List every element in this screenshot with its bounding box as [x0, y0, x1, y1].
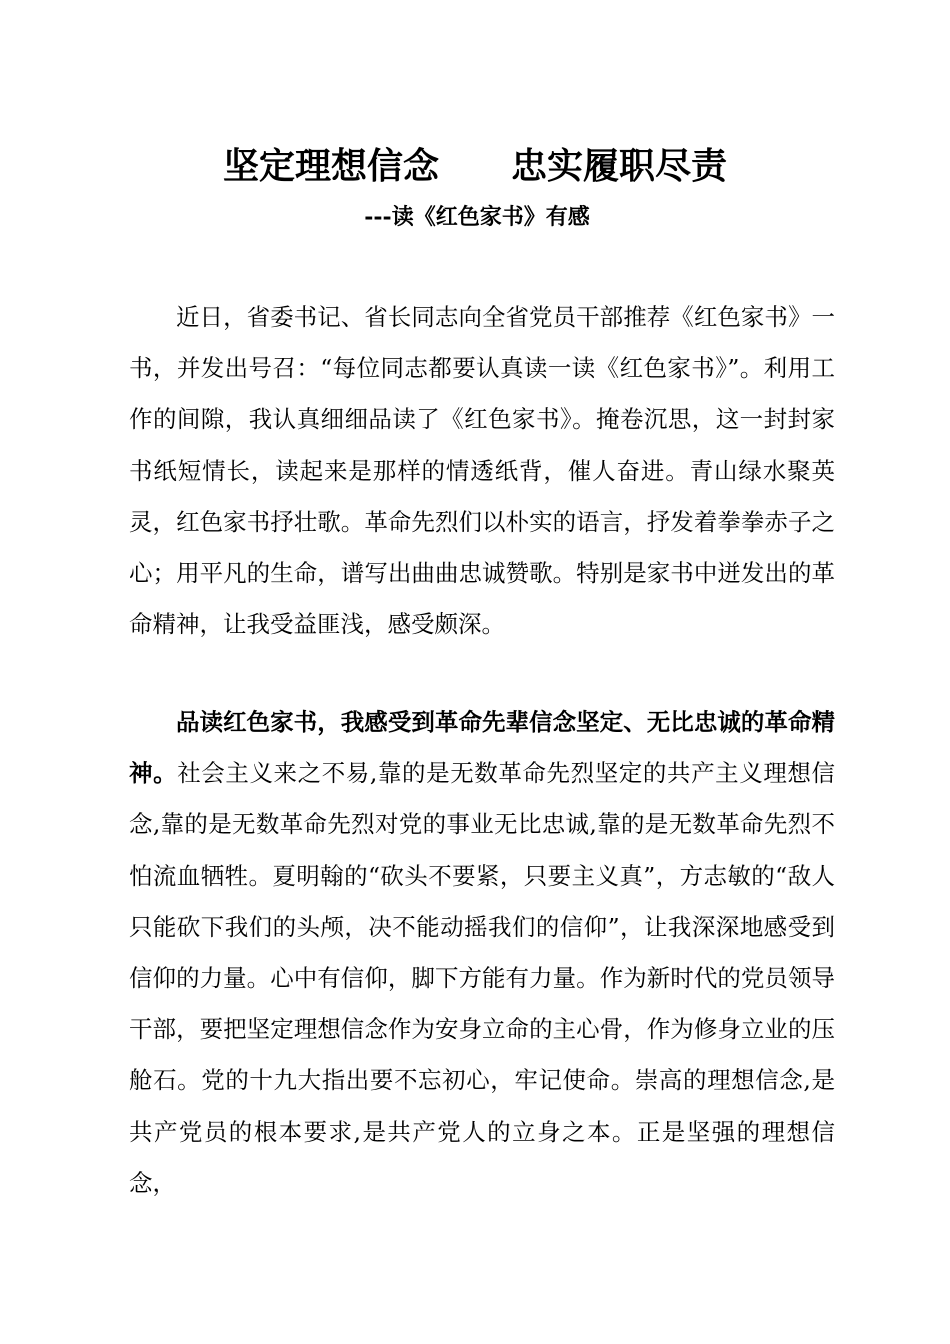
paragraph-2 [129, 697, 835, 1209]
title-part-1: 坚定理想信念 [222, 146, 439, 187]
document-subtitle: ---读《红色家书》有感 [364, 204, 590, 230]
title-part-2: 忠实履职尽责 [511, 146, 728, 187]
paragraph-1: 近日，省委书记、省长同志向全省党员干部推荐《红色家书》一书，并发出号召：“每位同志都要认真读一读《红色家书》”。利用工作的间隙，我认真细细品读了《红色家书》。掩卷沉思，这一封封家书纸短情长，读起来是那样的情透纸背，催人奋进。青山绿水聚英灵，红色家书抒壮歌。革命先烈们以朴实的语言，抒发着拳拳赤子之心；用平凡的生命，谱写出曲曲忠诚赞歌。特别是家书中迸发出的革命精神，让我受益匪浅，感受颇深。 [129, 303, 835, 639]
paragraph-2-lead: 品读红色家书，我感受到革命先辈信念坚定、无比忠诚的革命精神。 [129, 708, 835, 788]
document-title [0, 143, 950, 191]
paragraph-2-body: 社会主义来之不易,靠的是无数革命先烈坚定的共产主义理想信念,靠的是无数革命先烈对党的事业无比忠诚,靠的是无数革命先烈不怕流血牺牲。夏明翰的“砍头不要紧，只要主义真”，方志敏的“敌人只能砍下我们的头颅，决不能动摇我们的信仰”，让我深深地感受到信仰的力量。心中有信仰，脚下方能有力量。作为新时代的党员领导干部，要把坚定理想信念作为安身立命的主心骨，作为修身立业的压舱石。党的十九大指出要不忘初心，牢记使命。崇高的理想信念,是共产党员的根本要求,是共产党人的立身之本。正是坚强的理想信念， [129, 759, 835, 1197]
